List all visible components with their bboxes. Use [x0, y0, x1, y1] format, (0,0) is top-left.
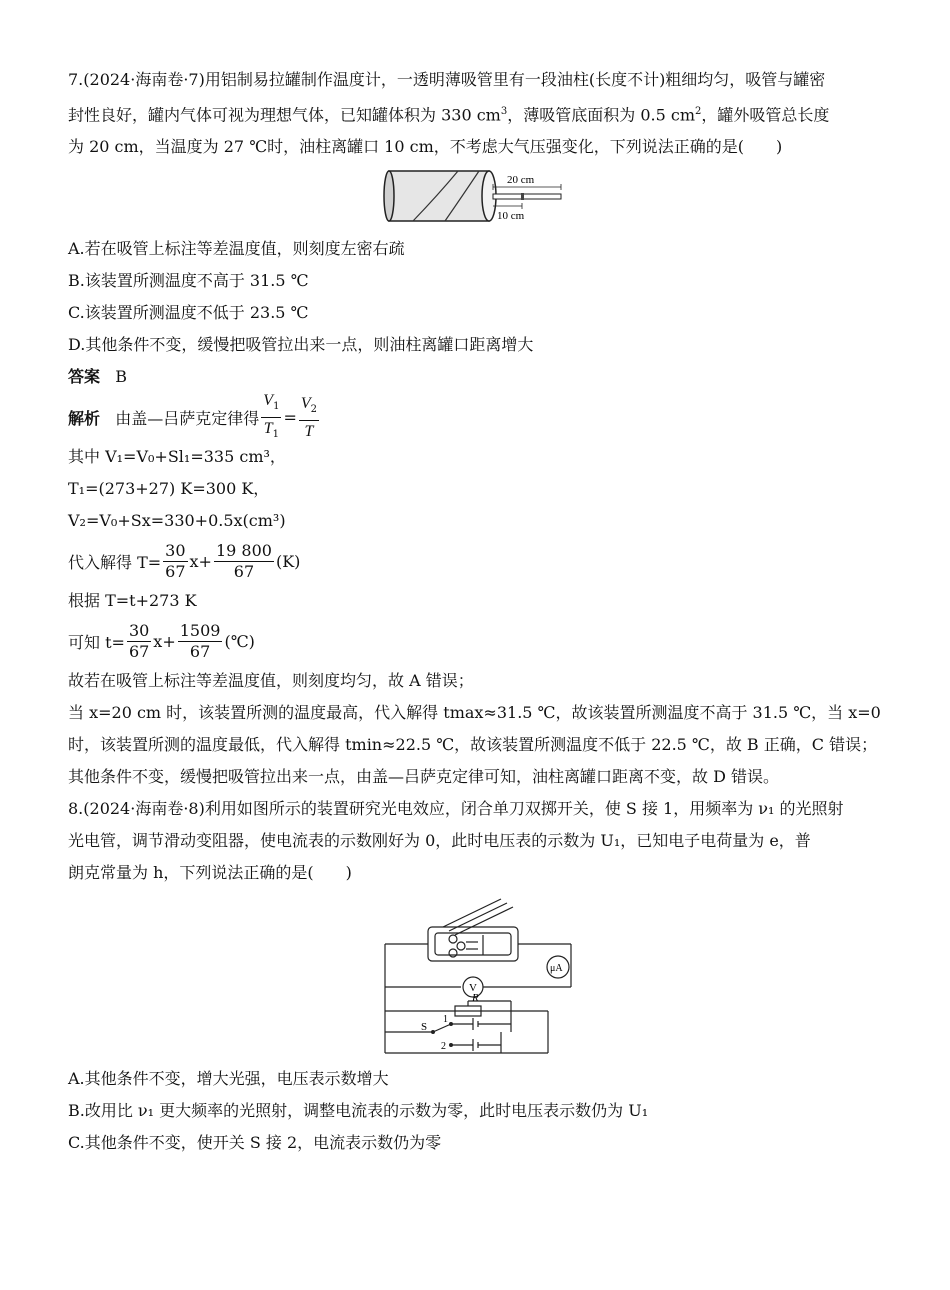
q8-stem-line-2: 光电管，调节滑动变阻器，使电流表的示数刚好为 0，此时电压表的示数为 U₁，已知电子电荷量为 e，普 — [68, 831, 811, 851]
length-label-total: 20 cm — [507, 174, 535, 187]
q7-conclusion-1: 故若在吸管上标注等差温度值，则刻度均匀，故 A 错误； — [68, 671, 474, 691]
q7-option-a: A.若在吸管上标注等差温度值，则刻度左密右疏 — [68, 239, 405, 259]
length-label-part: 10 cm — [497, 210, 525, 223]
q7-option-b: B.该装置所测温度不高于 31.5 ℃ — [68, 271, 309, 291]
q7-answer: 答案 B — [68, 367, 128, 387]
switch-pos-1: 1 — [443, 1014, 448, 1026]
q7-analysis-v2: V₂=V₀+Sx=330+0.5x(cm³) — [68, 511, 286, 531]
q8-option-c: C.其他条件不变，使开关 S 接 2，电流表示数仍为零 — [68, 1133, 442, 1153]
q7-option-c: C.该装置所测温度不低于 23.5 ℃ — [68, 303, 309, 323]
q7-stem-line-1: 7.(2024·海南卷·7)用铝制易拉罐制作温度计，一透明薄吸管里有一段油柱(长度不计)粗细均匀，吸管与罐密 — [68, 70, 826, 89]
q7-stem-line-2: 封性良好，罐内气体可视为理想气体，已知罐体积为 330 $cm^3$，薄吸管底面积为 0.5 $cm^2$，罐外吸管总长度 — [68, 105, 830, 125]
q7-analysis-T-solution: 代入解得 T= $\frac{30}{67}$ x+ $\frac{19 800}{67}$ (K) — [68, 540, 301, 581]
q7-stem-line-3: 为 20 cm，当温度为 27 ℃时，油柱离罐口 10 cm，不考虑大气压强变化，下列说法正确的是( ) — [68, 137, 783, 157]
q7-option-d: D.其他条件不变，缓慢把吸管拉出来一点，则油柱离罐口距离增大 — [68, 335, 534, 355]
q7-conclusion-2: 当 x=20 cm 时，该装置所测的温度最高，代入解得 tmax≈31.5 ℃，故该装置所测温度不高于 31.5 ℃，当 x=0 — [68, 703, 881, 723]
q7-analysis-t-solution: 可知 t= $\frac{30}{67}$ x+ $\frac{1509}{67}$ (℃) — [68, 620, 255, 661]
voltmeter-label: V — [469, 982, 477, 995]
q7-analysis-law: 解析 由盖—吕萨克定律得 $\frac{V_1}{T_1}$ = $\frac{V_2}{T}$ — [68, 391, 318, 441]
q7-analysis-relation: 根据 T=t+273 K — [68, 591, 197, 611]
q7-conclusion-3: 时，该装置所测的温度最低，代入解得 tmin≈22.5 ℃，故该装置所测温度不低于 22.5 ℃，故 B 正确，C 错误； — [68, 735, 878, 755]
switch-label: S — [421, 1021, 428, 1034]
can-thermometer-figure — [383, 165, 573, 229]
q8-option-b: B.改用比 ν₁ 更大频率的光照射，调整电流表的示数为零，此时电压表示数仍为 U₁ — [68, 1101, 649, 1121]
question-page — [68, 64, 888, 1159]
ammeter-label: μA — [550, 963, 563, 975]
q7-conclusion-4: 其他条件不变，缓慢把吸管拉出来一点，由盖—吕萨克定律可知，油柱离罐口距离不变，故 D 错误。 — [68, 767, 780, 787]
q8-stem-line-1: 8.(2024·海南卷·8)利用如图所示的装置研究光电效应，闭合单刀双掷开关，使 S 接 1，用频率为 ν₁ 的光照射 — [68, 799, 844, 819]
q7-analysis-v1: 其中 V₁=V₀+Sl₁=335 cm³， — [68, 447, 286, 467]
rheostat-label: R — [472, 992, 479, 1005]
q8-stem-line-3: 朗克常量为 h，下列说法正确的是( ) — [68, 863, 352, 883]
photoelectric-circuit-figure — [383, 897, 573, 1057]
q7-analysis-t1: T₁=(273+27) K=300 K， — [68, 479, 270, 499]
q8-option-a: A.其他条件不变，增大光强，电压表示数增大 — [68, 1069, 389, 1089]
switch-pos-2: 2 — [441, 1041, 446, 1053]
